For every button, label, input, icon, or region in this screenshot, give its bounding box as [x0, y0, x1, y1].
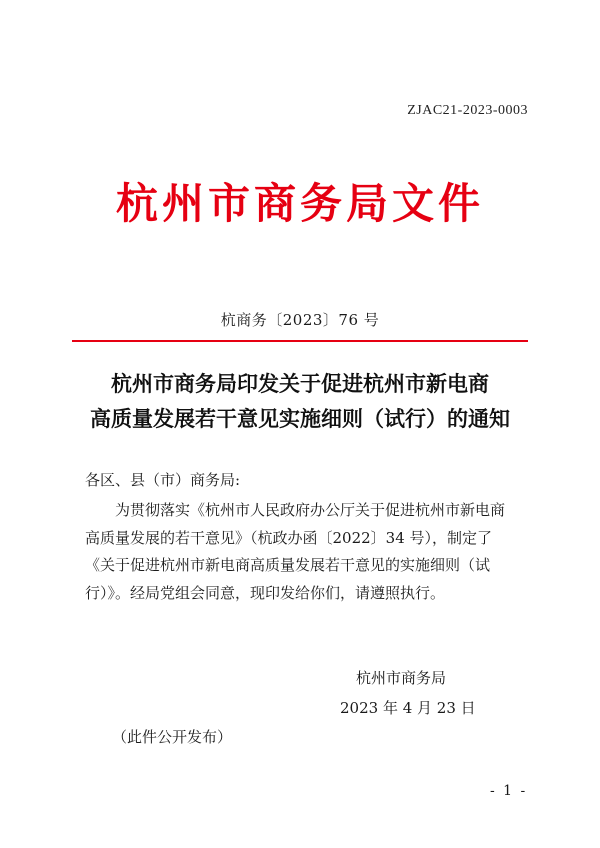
notice-title-line-2: 高质量发展若干意见实施细则（试行）的通知	[90, 406, 510, 431]
document-number: 杭商务〔2023〕76 号	[220, 311, 380, 329]
salutation: 各区、县（市）商务局:	[85, 471, 241, 489]
document-id-code: ZJAC21-2023-0003	[407, 103, 528, 118]
page-number: - 1 -	[490, 783, 528, 799]
notice-title-line-1: 杭州市商务局印发关于促进杭州市新电商	[111, 371, 489, 396]
notice-title	[60, 366, 540, 436]
body-line-4: 行）》。经局党组会同意，现印发给你们，请遵照执行。	[85, 583, 446, 602]
body-paragraph	[85, 497, 525, 607]
masthead-title: 杭州市商务局文件	[115, 179, 484, 228]
red-divider-line	[72, 340, 528, 342]
body-line-2: 高质量发展的若干意见》（杭政办函〔2022〕34 号），制定了	[85, 528, 493, 547]
public-release-note: （此件公开发布）	[112, 728, 233, 746]
body-line-1: 为贯彻落实《杭州市人民政府办公厅关于促进杭州市新电商	[115, 501, 506, 519]
signature-date: 2023 年 4 月 23 日	[340, 699, 476, 717]
body-line-3: 《关于促进杭州市新电商高质量发展若干意见的实施细则（试	[85, 556, 491, 574]
signature-organization: 杭州市商务局	[356, 669, 447, 687]
